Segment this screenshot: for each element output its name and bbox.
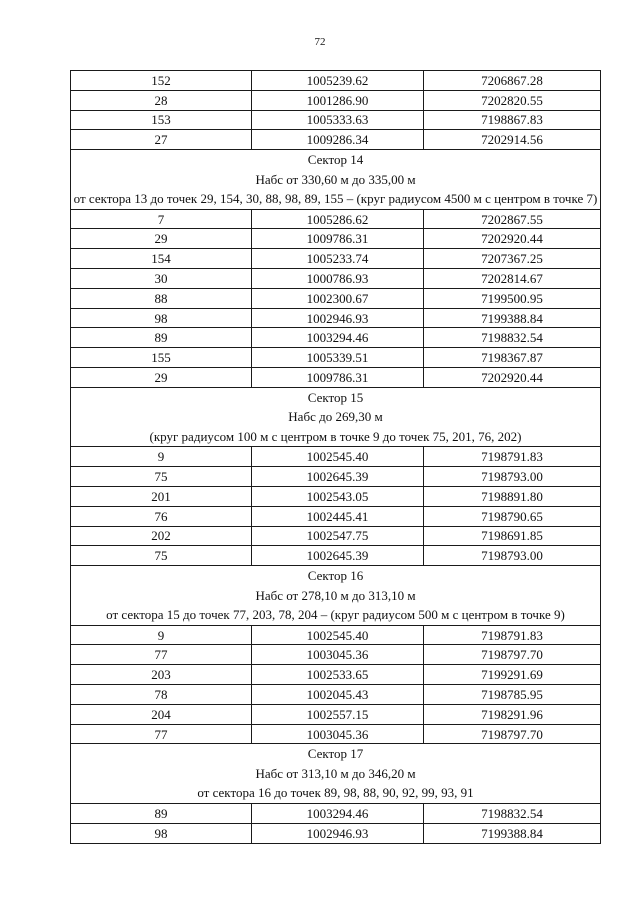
x-coordinate-cell: 1002645.39 (252, 546, 424, 566)
y-coordinate-cell: 7198793.00 (424, 467, 601, 487)
x-coordinate-cell: 1002445.41 (252, 506, 424, 526)
point-number-cell: 152 (71, 71, 252, 91)
point-number-cell: 98 (71, 823, 252, 843)
sector-description: от сектора 13 до точек 29, 154, 30, 88, 98, 89, 155 – (круг радиусом 4500 м с центром в точке 7) (73, 191, 598, 207)
point-number-cell: 75 (71, 546, 252, 566)
table-row (71, 467, 601, 487)
x-coordinate-cell: 1005339.51 (252, 348, 424, 368)
x-coordinate-cell: 1002545.40 (252, 447, 424, 467)
sector-header-row (71, 744, 601, 804)
table-row (71, 704, 601, 724)
table-row (71, 209, 601, 229)
table-row (71, 288, 601, 308)
x-coordinate-cell: 1000786.93 (252, 269, 424, 289)
sector-title: Сектор 15 (307, 389, 364, 405)
sector-title: Сектор 14 (307, 152, 364, 168)
point-number-cell: 154 (71, 249, 252, 269)
table-row (71, 368, 601, 388)
sector-title: Сектор 17 (307, 746, 364, 762)
point-number-cell: 89 (71, 328, 252, 348)
x-coordinate-cell: 1003045.36 (252, 645, 424, 665)
sector-header-row (71, 387, 601, 447)
sector-title: Сектор 16 (307, 568, 364, 584)
y-coordinate-cell: 7202820.55 (424, 90, 601, 110)
point-number-cell: 76 (71, 506, 252, 526)
sector-header-row (71, 150, 601, 210)
x-coordinate-cell: 1002946.93 (252, 308, 424, 328)
y-coordinate-cell: 7198793.00 (424, 546, 601, 566)
y-coordinate-cell: 7198867.83 (424, 110, 601, 130)
point-number-cell: 29 (71, 229, 252, 249)
sector-height-range: Набс от 330,60 м до 335,00 м (255, 171, 416, 187)
y-coordinate-cell: 7198791.83 (424, 625, 601, 645)
x-coordinate-cell: 1002547.75 (252, 526, 424, 546)
x-coordinate-cell: 1003294.46 (252, 803, 424, 823)
x-coordinate-cell: 1009786.31 (252, 368, 424, 388)
sector-header-row (71, 566, 601, 626)
point-number-cell: 7 (71, 209, 252, 229)
y-coordinate-cell: 7202920.44 (424, 229, 601, 249)
sector-header (71, 150, 601, 210)
x-coordinate-cell: 1005239.62 (252, 71, 424, 91)
y-coordinate-cell: 7198291.96 (424, 704, 601, 724)
y-coordinate-cell: 7198797.70 (424, 724, 601, 744)
x-coordinate-cell: 1002557.15 (252, 704, 424, 724)
point-number-cell: 9 (71, 447, 252, 467)
point-number-cell: 75 (71, 467, 252, 487)
y-coordinate-cell: 7199291.69 (424, 665, 601, 685)
table-row (71, 526, 601, 546)
y-coordinate-cell: 7207367.25 (424, 249, 601, 269)
sector-height-range: Набс от 313,10 м до 346,20 м (255, 765, 416, 781)
sector-description: от сектора 15 до точек 77, 203, 78, 204 – (круг радиусом 500 м с центром в точке 9) (106, 607, 565, 623)
y-coordinate-cell: 7198691.85 (424, 526, 601, 546)
x-coordinate-cell: 1005286.62 (252, 209, 424, 229)
table-row (71, 724, 601, 744)
table-row (71, 249, 601, 269)
point-number-cell: 202 (71, 526, 252, 546)
y-coordinate-cell: 7198832.54 (424, 328, 601, 348)
table-row (71, 685, 601, 705)
table-row (71, 71, 601, 91)
y-coordinate-cell: 7198367.87 (424, 348, 601, 368)
y-coordinate-cell: 7202920.44 (424, 368, 601, 388)
point-number-cell: 88 (71, 288, 252, 308)
coordinates-table (70, 70, 601, 844)
table-row (71, 486, 601, 506)
y-coordinate-cell: 7198832.54 (424, 803, 601, 823)
table-row (71, 665, 601, 685)
table-row (71, 269, 601, 289)
x-coordinate-cell: 1002545.40 (252, 625, 424, 645)
x-coordinate-cell: 1002300.67 (252, 288, 424, 308)
table-row (71, 130, 601, 150)
table-row (71, 625, 601, 645)
point-number-cell: 30 (71, 269, 252, 289)
sector-height-range: Набс до 269,30 м (288, 409, 383, 425)
x-coordinate-cell: 1005333.63 (252, 110, 424, 130)
point-number-cell: 153 (71, 110, 252, 130)
sector-description: от сектора 16 до точек 89, 98, 88, 90, 92, 99, 93, 91 (197, 785, 474, 801)
sector-height-range: Набс от 278,10 м до 313,10 м (255, 587, 416, 603)
y-coordinate-cell: 7198891.80 (424, 486, 601, 506)
x-coordinate-cell: 1002543.05 (252, 486, 424, 506)
point-number-cell: 89 (71, 803, 252, 823)
point-number-cell: 9 (71, 625, 252, 645)
y-coordinate-cell: 7206867.28 (424, 71, 601, 91)
table-row (71, 328, 601, 348)
point-number-cell: 29 (71, 368, 252, 388)
x-coordinate-cell: 1003294.46 (252, 328, 424, 348)
y-coordinate-cell: 7198797.70 (424, 645, 601, 665)
table-row (71, 447, 601, 467)
point-number-cell: 155 (71, 348, 252, 368)
table-row (71, 546, 601, 566)
point-number-cell: 204 (71, 704, 252, 724)
y-coordinate-cell: 7202814.67 (424, 269, 601, 289)
x-coordinate-cell: 1002645.39 (252, 467, 424, 487)
y-coordinate-cell: 7198790.65 (424, 506, 601, 526)
sector-header (71, 387, 601, 447)
x-coordinate-cell: 1002533.65 (252, 665, 424, 685)
point-number-cell: 77 (71, 645, 252, 665)
y-coordinate-cell: 7202914.56 (424, 130, 601, 150)
point-number-cell: 201 (71, 486, 252, 506)
y-coordinate-cell: 7198791.83 (424, 447, 601, 467)
point-number-cell: 28 (71, 90, 252, 110)
table-row (71, 348, 601, 368)
x-coordinate-cell: 1002946.93 (252, 823, 424, 843)
x-coordinate-cell: 1001286.90 (252, 90, 424, 110)
sector-header (71, 566, 601, 626)
table-row (71, 229, 601, 249)
page-number: 72 (314, 36, 326, 48)
table-row (71, 823, 601, 843)
y-coordinate-cell: 7202867.55 (424, 209, 601, 229)
table-row (71, 308, 601, 328)
table-row (71, 90, 601, 110)
point-number-cell: 77 (71, 724, 252, 744)
point-number-cell: 27 (71, 130, 252, 150)
sector-header (71, 744, 601, 804)
x-coordinate-cell: 1009786.31 (252, 229, 424, 249)
sector-description: (круг радиусом 100 м с центром в точке 9 до точек 75, 201, 76, 202) (149, 428, 522, 444)
point-number-cell: 203 (71, 665, 252, 685)
x-coordinate-cell: 1009286.34 (252, 130, 424, 150)
x-coordinate-cell: 1002045.43 (252, 685, 424, 705)
table-row (71, 110, 601, 130)
table-row (71, 803, 601, 823)
y-coordinate-cell: 7199388.84 (424, 823, 601, 843)
x-coordinate-cell: 1003045.36 (252, 724, 424, 744)
y-coordinate-cell: 7199500.95 (424, 288, 601, 308)
table-row (71, 645, 601, 665)
point-number-cell: 98 (71, 308, 252, 328)
y-coordinate-cell: 7199388.84 (424, 308, 601, 328)
y-coordinate-cell: 7198785.95 (424, 685, 601, 705)
point-number-cell: 78 (71, 685, 252, 705)
table-row (71, 506, 601, 526)
x-coordinate-cell: 1005233.74 (252, 249, 424, 269)
coordinates-table-body (71, 71, 601, 844)
